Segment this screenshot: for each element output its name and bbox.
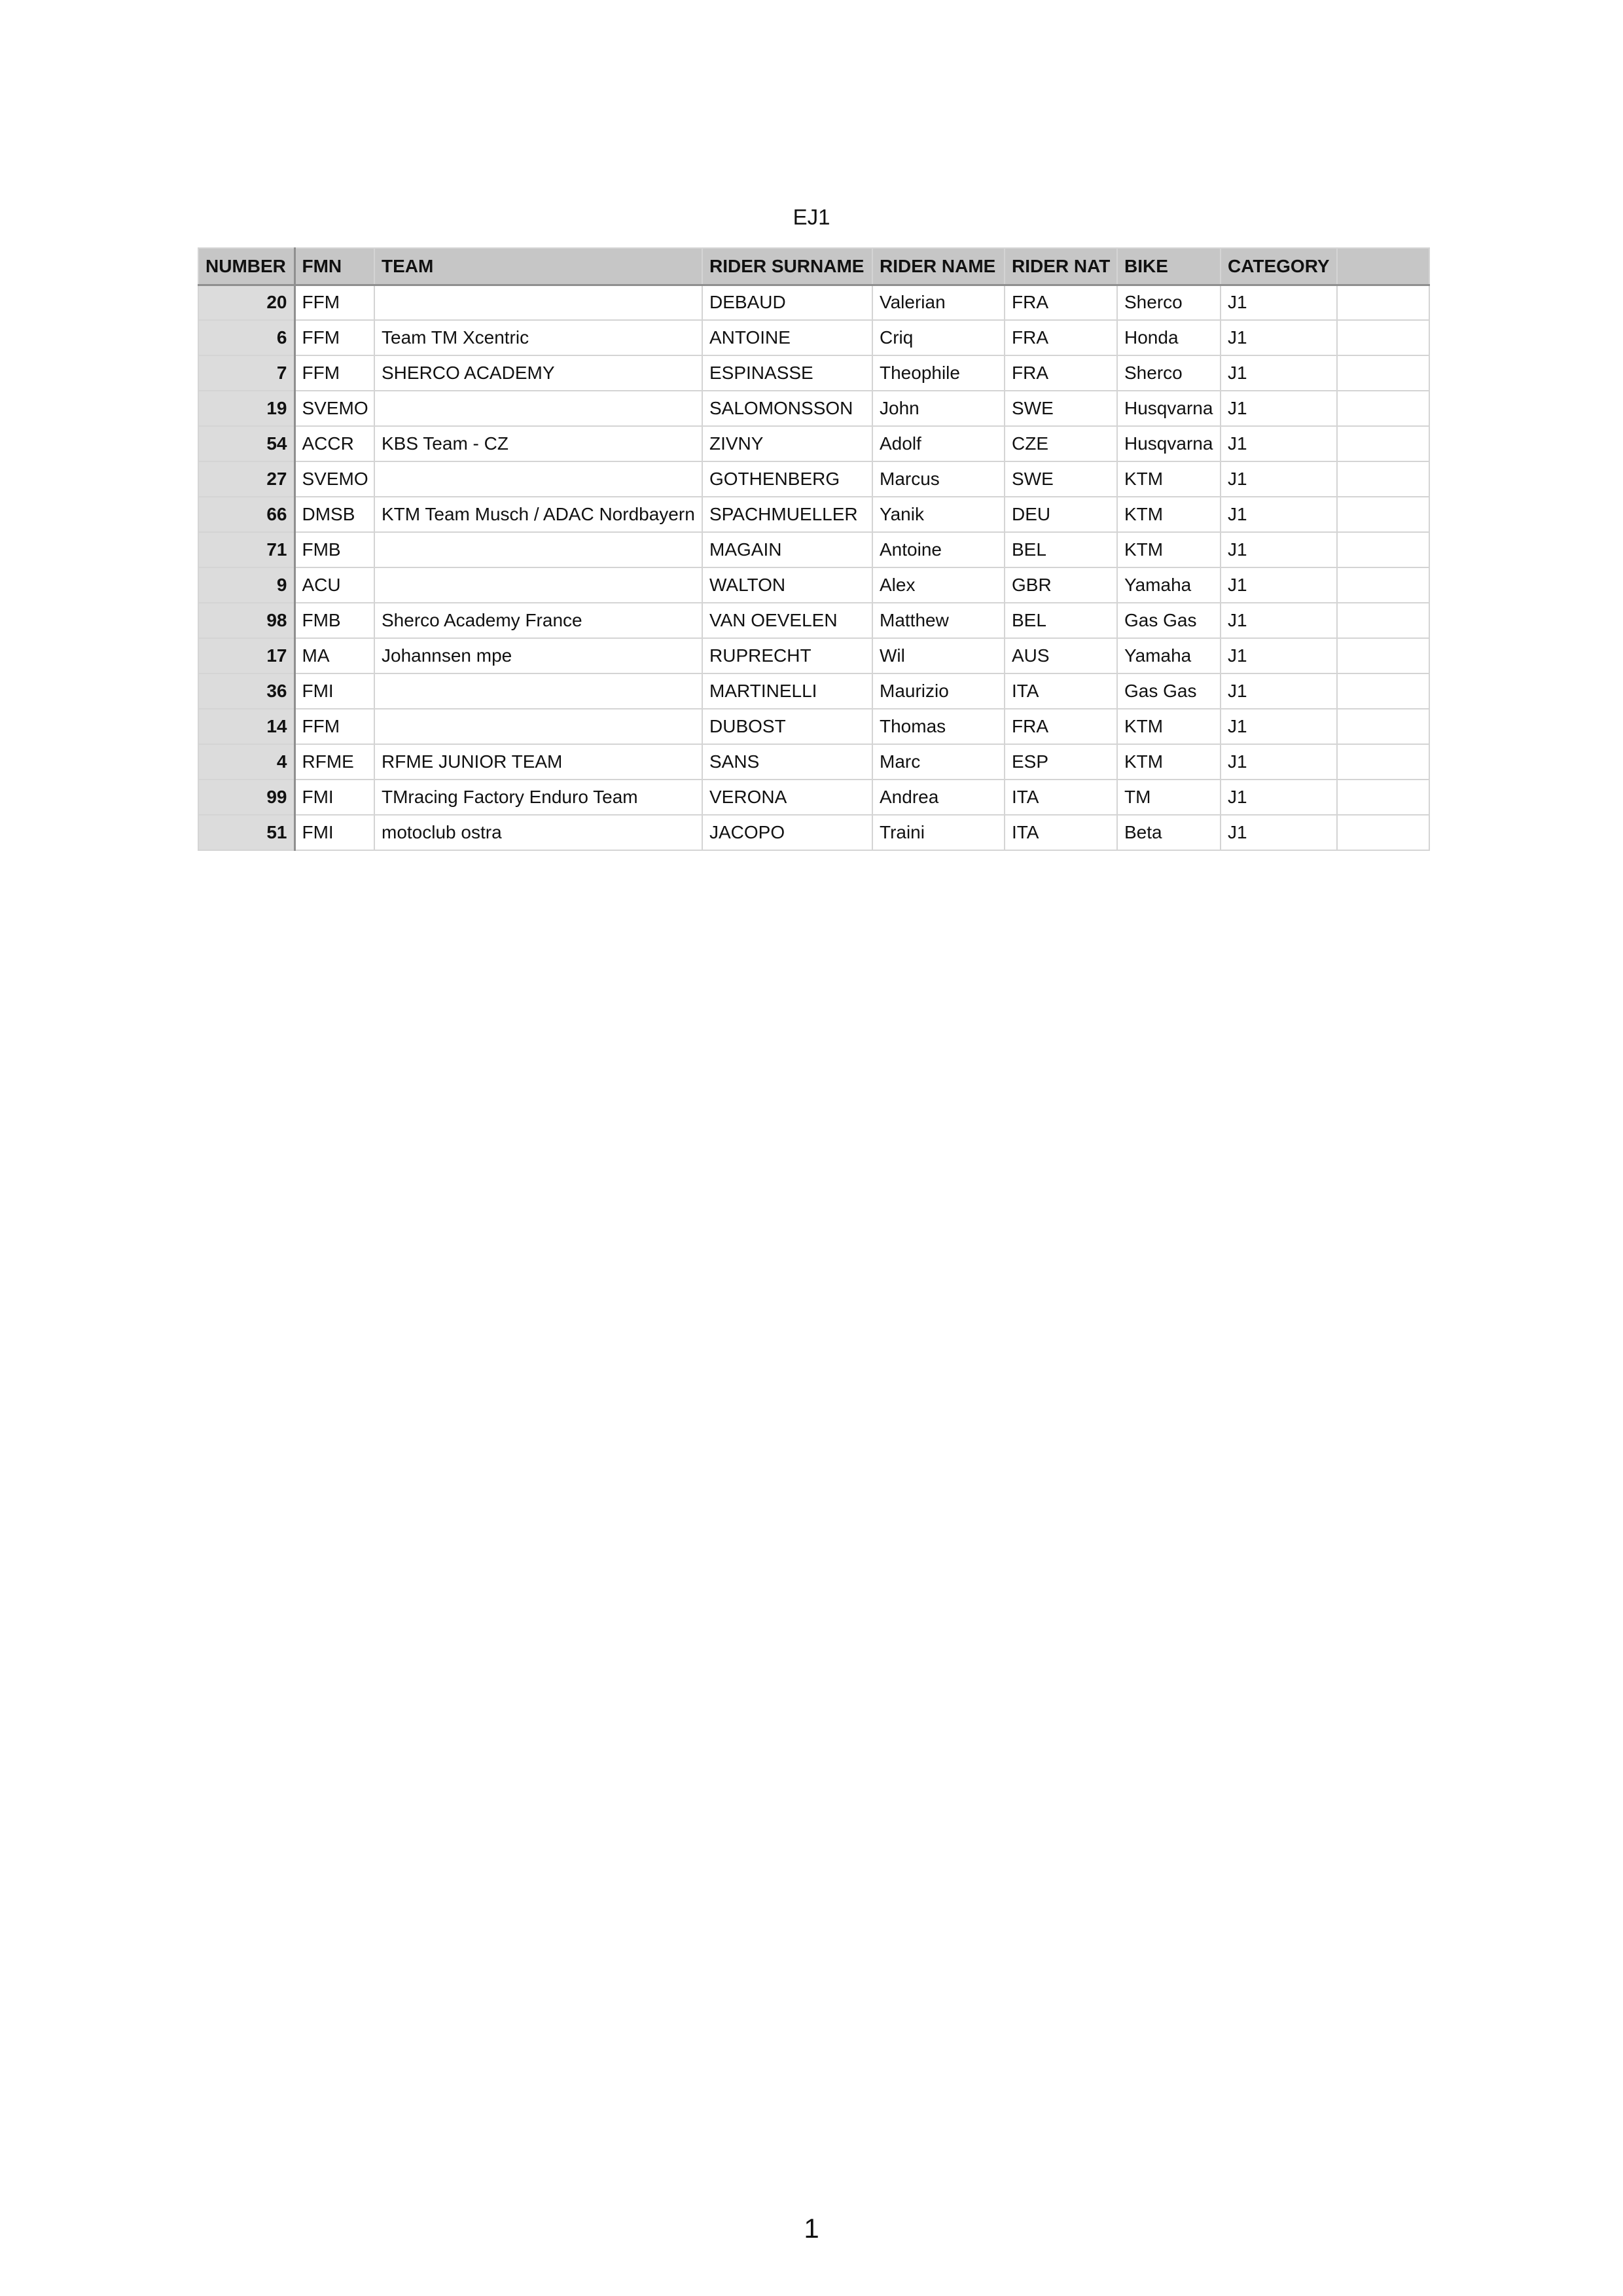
team-cell bbox=[374, 673, 702, 709]
category-cell: J1 bbox=[1221, 673, 1337, 709]
rider-name-cell: Marc bbox=[872, 744, 1005, 780]
team-cell: KBS Team - CZ bbox=[374, 426, 702, 461]
fmn-cell: DMSB bbox=[294, 497, 374, 532]
team-cell: Team TM Xcentric bbox=[374, 320, 702, 355]
table-row bbox=[198, 355, 1429, 391]
rider-surname-cell: RUPRECHT bbox=[702, 638, 872, 673]
column-header-rider-surname: RIDER SURNAME bbox=[702, 248, 872, 285]
category-cell: J1 bbox=[1221, 815, 1337, 850]
rider-nat-cell: CZE bbox=[1005, 426, 1117, 461]
rider-name-cell: Criq bbox=[872, 320, 1005, 355]
category-cell: J1 bbox=[1221, 391, 1337, 426]
rider-name-cell: Theophile bbox=[872, 355, 1005, 391]
number-cell: 14 bbox=[198, 709, 294, 744]
rider-surname-cell: VAN OEVELEN bbox=[702, 603, 872, 638]
fmn-cell: FMI bbox=[294, 673, 374, 709]
bike-cell: Yamaha bbox=[1117, 638, 1221, 673]
rider-surname-cell: ANTOINE bbox=[702, 320, 872, 355]
category-cell: J1 bbox=[1221, 285, 1337, 320]
fmn-cell: FMI bbox=[294, 815, 374, 850]
team-cell: SHERCO ACADEMY bbox=[374, 355, 702, 391]
fmn-cell: ACU bbox=[294, 567, 374, 603]
team-cell bbox=[374, 391, 702, 426]
empty-cell bbox=[1337, 320, 1429, 355]
page-number: 1 bbox=[804, 2213, 819, 2244]
rider-nat-cell: BEL bbox=[1005, 532, 1117, 567]
rider-nat-cell: SWE bbox=[1005, 391, 1117, 426]
rider-nat-cell: FRA bbox=[1005, 285, 1117, 320]
empty-cell bbox=[1337, 744, 1429, 780]
bike-cell: Gas Gas bbox=[1117, 673, 1221, 709]
category-cell: J1 bbox=[1221, 426, 1337, 461]
rider-surname-cell: VERONA bbox=[702, 780, 872, 815]
team-cell: motoclub ostra bbox=[374, 815, 702, 850]
fmn-cell: ACCR bbox=[294, 426, 374, 461]
number-cell: 9 bbox=[198, 567, 294, 603]
number-cell: 51 bbox=[198, 815, 294, 850]
rider-name-cell: Traini bbox=[872, 815, 1005, 850]
rider-name-cell: John bbox=[872, 391, 1005, 426]
bike-cell: Gas Gas bbox=[1117, 603, 1221, 638]
rider-nat-cell: DEU bbox=[1005, 497, 1117, 532]
rider-nat-cell: ESP bbox=[1005, 744, 1117, 780]
bike-cell: Honda bbox=[1117, 320, 1221, 355]
empty-cell bbox=[1337, 285, 1429, 320]
entry-list-table bbox=[198, 247, 1430, 851]
bike-cell: Sherco bbox=[1117, 355, 1221, 391]
table-row bbox=[198, 603, 1429, 638]
category-cell: J1 bbox=[1221, 320, 1337, 355]
bike-cell: KTM bbox=[1117, 497, 1221, 532]
empty-cell bbox=[1337, 780, 1429, 815]
empty-cell bbox=[1337, 709, 1429, 744]
rider-nat-cell: FRA bbox=[1005, 320, 1117, 355]
bike-cell: KTM bbox=[1117, 532, 1221, 567]
team-cell: Johannsen mpe bbox=[374, 638, 702, 673]
fmn-cell: RFME bbox=[294, 744, 374, 780]
number-cell: 36 bbox=[198, 673, 294, 709]
team-cell: TMracing Factory Enduro Team bbox=[374, 780, 702, 815]
fmn-cell: FFM bbox=[294, 709, 374, 744]
table-row bbox=[198, 709, 1429, 744]
empty-cell bbox=[1337, 355, 1429, 391]
rider-surname-cell: SANS bbox=[702, 744, 872, 780]
number-cell: 98 bbox=[198, 603, 294, 638]
rider-surname-cell: SPACHMUELLER bbox=[702, 497, 872, 532]
table-row bbox=[198, 532, 1429, 567]
bike-cell: TM bbox=[1117, 780, 1221, 815]
number-cell: 20 bbox=[198, 285, 294, 320]
sheet-title: EJ1 bbox=[793, 205, 830, 229]
team-cell: Sherco Academy France bbox=[374, 603, 702, 638]
table-row bbox=[198, 391, 1429, 426]
team-cell bbox=[374, 285, 702, 320]
category-cell: J1 bbox=[1221, 532, 1337, 567]
rider-name-cell: Antoine bbox=[872, 532, 1005, 567]
fmn-cell: FFM bbox=[294, 355, 374, 391]
bike-cell: Yamaha bbox=[1117, 567, 1221, 603]
column-header-rider-nat: RIDER NAT bbox=[1005, 248, 1117, 285]
bike-cell: KTM bbox=[1117, 709, 1221, 744]
header-row bbox=[198, 248, 1429, 285]
category-cell: J1 bbox=[1221, 709, 1337, 744]
bike-cell: Beta bbox=[1117, 815, 1221, 850]
rider-name-cell: Thomas bbox=[872, 709, 1005, 744]
rider-nat-cell: ITA bbox=[1005, 780, 1117, 815]
empty-cell bbox=[1337, 815, 1429, 850]
column-header-empty bbox=[1337, 248, 1429, 285]
rider-name-cell: Andrea bbox=[872, 780, 1005, 815]
bike-cell: Sherco bbox=[1117, 285, 1221, 320]
rider-nat-cell: FRA bbox=[1005, 355, 1117, 391]
fmn-cell: FMB bbox=[294, 603, 374, 638]
number-cell: 66 bbox=[198, 497, 294, 532]
column-header-team: TEAM bbox=[374, 248, 702, 285]
number-cell: 54 bbox=[198, 426, 294, 461]
column-header-fmn: FMN bbox=[294, 248, 374, 285]
category-cell: J1 bbox=[1221, 744, 1337, 780]
table-row bbox=[198, 673, 1429, 709]
rider-nat-cell: GBR bbox=[1005, 567, 1117, 603]
rider-name-cell: Wil bbox=[872, 638, 1005, 673]
bike-cell: KTM bbox=[1117, 744, 1221, 780]
rider-surname-cell: JACOPO bbox=[702, 815, 872, 850]
column-header-number: NUMBER bbox=[198, 248, 294, 285]
rider-name-cell: Adolf bbox=[872, 426, 1005, 461]
bike-cell: Husqvarna bbox=[1117, 426, 1221, 461]
empty-cell bbox=[1337, 567, 1429, 603]
number-cell: 19 bbox=[198, 391, 294, 426]
empty-cell bbox=[1337, 461, 1429, 497]
table-row bbox=[198, 638, 1429, 673]
bike-cell: Husqvarna bbox=[1117, 391, 1221, 426]
table-row bbox=[198, 780, 1429, 815]
category-cell: J1 bbox=[1221, 780, 1337, 815]
number-cell: 71 bbox=[198, 532, 294, 567]
table-row bbox=[198, 744, 1429, 780]
empty-cell bbox=[1337, 638, 1429, 673]
rider-surname-cell: ZIVNY bbox=[702, 426, 872, 461]
column-header-bike: BIKE bbox=[1117, 248, 1221, 285]
fmn-cell: FFM bbox=[294, 285, 374, 320]
rider-name-cell: Marcus bbox=[872, 461, 1005, 497]
table-row bbox=[198, 320, 1429, 355]
table-row bbox=[198, 426, 1429, 461]
table-row bbox=[198, 567, 1429, 603]
rider-nat-cell: ITA bbox=[1005, 673, 1117, 709]
rider-surname-cell: MARTINELLI bbox=[702, 673, 872, 709]
category-cell: J1 bbox=[1221, 567, 1337, 603]
fmn-cell: FMB bbox=[294, 532, 374, 567]
team-cell bbox=[374, 567, 702, 603]
empty-cell bbox=[1337, 532, 1429, 567]
column-header-category: CATEGORY bbox=[1221, 248, 1337, 285]
rider-nat-cell: BEL bbox=[1005, 603, 1117, 638]
category-cell: J1 bbox=[1221, 603, 1337, 638]
table-row bbox=[198, 497, 1429, 532]
empty-cell bbox=[1337, 673, 1429, 709]
table-row bbox=[198, 815, 1429, 850]
rider-nat-cell: FRA bbox=[1005, 709, 1117, 744]
rider-name-cell: Valerian bbox=[872, 285, 1005, 320]
category-cell: J1 bbox=[1221, 638, 1337, 673]
rider-nat-cell: SWE bbox=[1005, 461, 1117, 497]
empty-cell bbox=[1337, 497, 1429, 532]
number-cell: 27 bbox=[198, 461, 294, 497]
rider-nat-cell: AUS bbox=[1005, 638, 1117, 673]
team-cell bbox=[374, 532, 702, 567]
empty-cell bbox=[1337, 426, 1429, 461]
empty-cell bbox=[1337, 603, 1429, 638]
fmn-cell: SVEMO bbox=[294, 391, 374, 426]
column-header-rider-name: RIDER NAME bbox=[872, 248, 1005, 285]
empty-cell bbox=[1337, 391, 1429, 426]
rider-name-cell: Alex bbox=[872, 567, 1005, 603]
number-cell: 99 bbox=[198, 780, 294, 815]
team-cell: RFME JUNIOR TEAM bbox=[374, 744, 702, 780]
category-cell: J1 bbox=[1221, 355, 1337, 391]
rider-surname-cell: DEBAUD bbox=[702, 285, 872, 320]
rider-surname-cell: MAGAIN bbox=[702, 532, 872, 567]
fmn-cell: SVEMO bbox=[294, 461, 374, 497]
number-cell: 17 bbox=[198, 638, 294, 673]
bike-cell: KTM bbox=[1117, 461, 1221, 497]
fmn-cell: FMI bbox=[294, 780, 374, 815]
number-cell: 7 bbox=[198, 355, 294, 391]
rider-surname-cell: ESPINASSE bbox=[702, 355, 872, 391]
rider-nat-cell: ITA bbox=[1005, 815, 1117, 850]
rider-name-cell: Yanik bbox=[872, 497, 1005, 532]
number-cell: 4 bbox=[198, 744, 294, 780]
team-cell bbox=[374, 461, 702, 497]
rider-surname-cell: WALTON bbox=[702, 567, 872, 603]
rider-name-cell: Maurizio bbox=[872, 673, 1005, 709]
table-row bbox=[198, 461, 1429, 497]
rider-surname-cell: SALOMONSSON bbox=[702, 391, 872, 426]
table-body bbox=[198, 285, 1429, 850]
number-cell: 6 bbox=[198, 320, 294, 355]
team-cell: KTM Team Musch / ADAC Nordbayern bbox=[374, 497, 702, 532]
table-row bbox=[198, 285, 1429, 320]
rider-surname-cell: GOTHENBERG bbox=[702, 461, 872, 497]
fmn-cell: FFM bbox=[294, 320, 374, 355]
team-cell bbox=[374, 709, 702, 744]
rider-surname-cell: DUBOST bbox=[702, 709, 872, 744]
category-cell: J1 bbox=[1221, 461, 1337, 497]
rider-name-cell: Matthew bbox=[872, 603, 1005, 638]
fmn-cell: MA bbox=[294, 638, 374, 673]
category-cell: J1 bbox=[1221, 497, 1337, 532]
